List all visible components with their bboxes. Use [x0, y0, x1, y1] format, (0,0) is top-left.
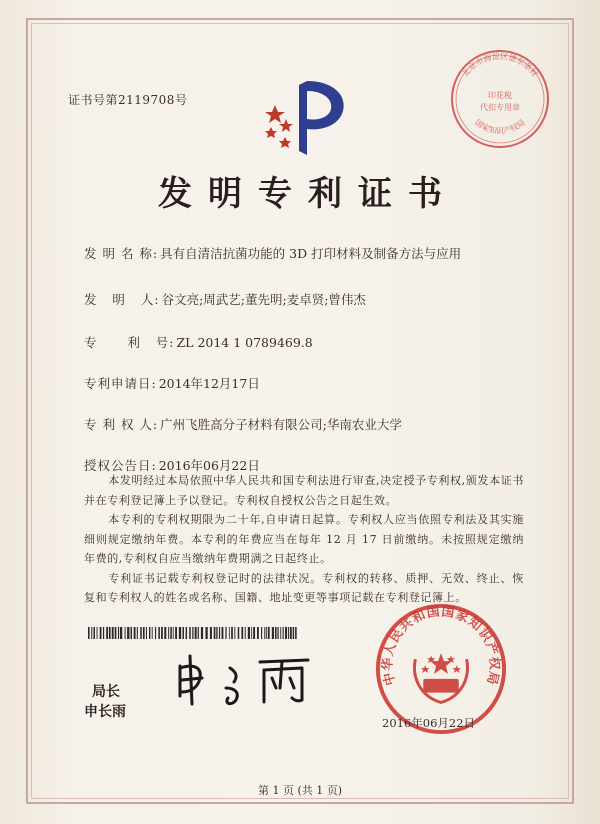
- field-value: 具有自清洁抗菌功能的 3D 打印材料及制备方法与应用: [160, 246, 462, 261]
- svg-text:国家知识产权局: 国家知识产权局: [473, 117, 527, 136]
- director-name: 申长雨: [84, 704, 126, 720]
- field-label: 专利申请日:: [84, 376, 157, 391]
- field-value: 2016年06月22日: [158, 458, 260, 473]
- patent-office-logo-icon: [255, 75, 355, 157]
- body-paragraph: 专利证书记载专利权登记时的法律状况。专利权的转移、质押、无效、终止、恢复和专利权人的姓名或名称、国籍、地址变更等事项记载在专利登记簿上。: [84, 571, 524, 604]
- field-label: 发 明 名 称:: [84, 246, 159, 261]
- svg-text:印花税: 印花税: [488, 91, 512, 100]
- field-value: 谷文亮;周武艺;董先明;麦卓贤;曾伟杰: [161, 292, 366, 307]
- body-paragraph: 本专利的专利权期限为二十年,自申请日起算。专利权人应当依照专利法及其实施细则规定缴纳年费。本专利的年费应当在每年 12 月 17 日前缴纳。未按照规定缴纳年费的,专利权自应当缴纳年费期满之日起终止。: [84, 513, 524, 565]
- certificate-body: [84, 471, 524, 608]
- field-patentee: [84, 415, 402, 433]
- field-value: 2014年12月17日: [158, 376, 260, 391]
- field-invention-name: [84, 244, 461, 262]
- svg-text:中华人民共和国国家知识产权局: 中华人民共和国国家知识产权局: [380, 604, 502, 687]
- svg-text:北京市海淀区德东条材: 北京市海淀区德东条材: [460, 51, 540, 79]
- field-patent-number: [84, 333, 313, 351]
- field-value: ZL 2014 1 0789469.8: [176, 335, 313, 350]
- tax-seal-stamp: [445, 44, 555, 154]
- director-signature: [168, 648, 318, 708]
- field-label: 专 利 号:: [84, 335, 175, 350]
- page-number: 第 1 页 (共 1 页): [257, 784, 343, 797]
- field-value: 广州飞胜高分子材料有限公司;华南农业大学: [160, 417, 402, 432]
- field-label: 发 明 人:: [84, 292, 160, 307]
- field-application-date: [84, 374, 260, 392]
- field-inventors: [84, 290, 366, 308]
- certificate-title: 发明专利证书: [158, 174, 458, 214]
- barcode: [88, 627, 298, 639]
- svg-text:代扣专用章: 代扣专用章: [480, 103, 520, 112]
- certificate-number: 证书号第2119708号: [68, 93, 188, 107]
- field-label: 专 利 权 人:: [84, 417, 159, 432]
- body-paragraph: 本发明经过本局依照中华人民共和国专利法进行审查,决定授予专利权,颁发本证书并在专利登记簿上予以登记。专利权自授权公告之日起生效。: [84, 474, 524, 507]
- director-title: 局长: [92, 684, 120, 700]
- field-label: 授权公告日:: [84, 458, 157, 473]
- issue-date: 2016年06月22日: [382, 716, 476, 730]
